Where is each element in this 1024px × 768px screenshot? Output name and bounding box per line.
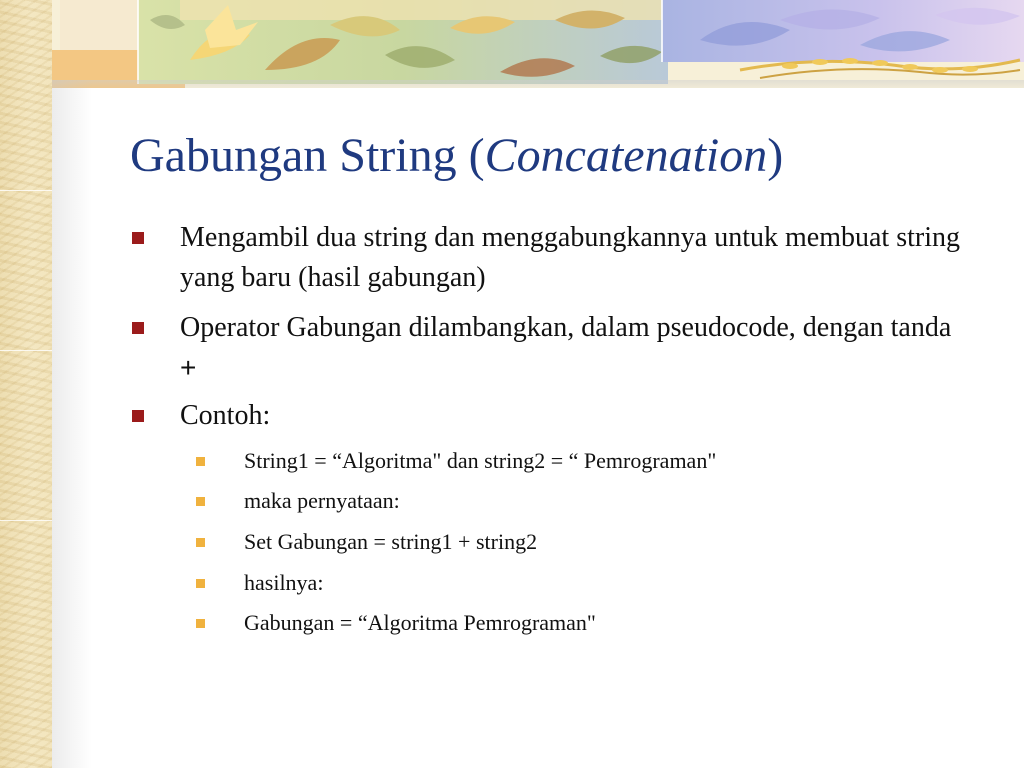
- bullet-text-prefix: Operator Gabungan dilambangkan, dalam pseudocode, dengan tanda: [180, 312, 952, 343]
- square-bullet-icon: [132, 410, 144, 422]
- sub-bullet-text: hasilnya:: [244, 570, 324, 595]
- small-square-bullet-icon: [196, 457, 205, 466]
- small-square-bullet-icon: [196, 619, 205, 628]
- small-square-bullet-icon: [196, 497, 205, 506]
- banner-shadow: [52, 80, 1024, 88]
- bullet-text: Mengambil dua string dan menggabungkannya untuk membuat string yang baru (hasil gabungan): [180, 222, 960, 293]
- sub-bullet-text: Set Gabungan = string1 + string2: [244, 529, 538, 554]
- strip-seam: [0, 190, 52, 191]
- sub-bullet-text: maka pernyataan:: [244, 488, 400, 513]
- sub-bullet-text: Gabungan = “Algoritma Pemrograman": [244, 610, 596, 635]
- strip-seam: [0, 520, 52, 521]
- plus-symbol: +: [180, 352, 197, 383]
- slide-title: [130, 126, 990, 186]
- title-close-paren: ): [767, 129, 784, 182]
- sub-bullet-text: String1 = “Algoritma" dan string2 = “ Pemrograman": [244, 448, 717, 473]
- bullet-text: Contoh:: [180, 400, 271, 431]
- small-square-bullet-icon: [196, 538, 205, 547]
- strip-shadow: [52, 80, 92, 768]
- bullet-text: [180, 308, 960, 389]
- leaf-collage-graphic: [0, 0, 1024, 88]
- header-banner-image: [0, 0, 1024, 88]
- square-bullet-icon: [132, 232, 144, 244]
- strip-seam: [0, 350, 52, 351]
- square-bullet-icon: [132, 322, 144, 334]
- title-main-text: Gabungan String (: [130, 129, 485, 182]
- left-decorative-strip: [0, 0, 52, 768]
- title-italic-text: Concatenation: [484, 129, 768, 182]
- small-square-bullet-icon: [196, 579, 205, 588]
